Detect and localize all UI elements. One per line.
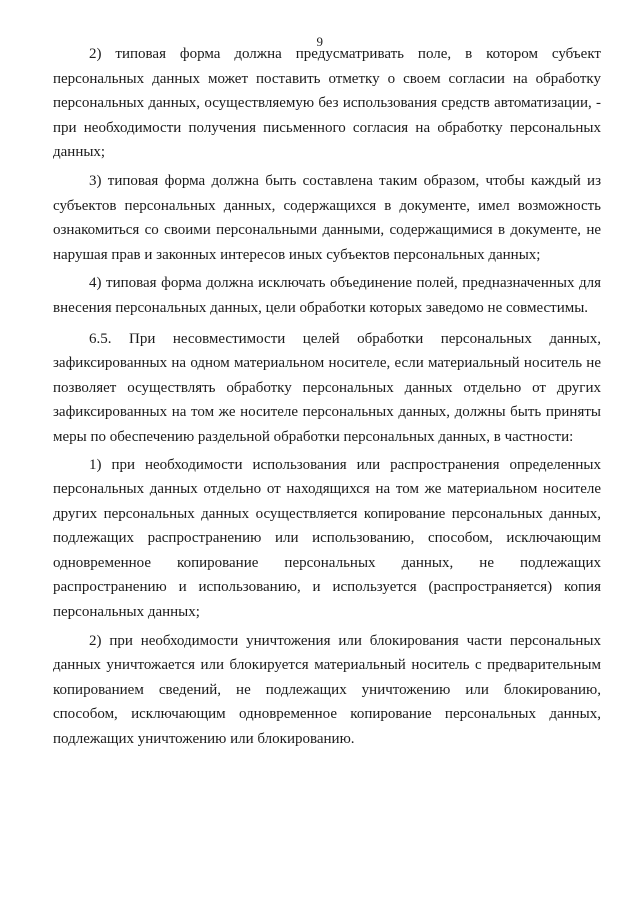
document-body (53, 38, 601, 752)
page-number: 9 (316, 34, 324, 49)
paragraph-subitem-2: 2) при необходимости уничтожения или блокирования части персональных данных уничтожается или блокируется материальный носитель с предварительным копированием сведений, не подлежащих уничтожению или блокированию, способом, исключающим одновременное копирование персональных данных, подлежащих уничтожению или блокированию. (53, 632, 601, 748)
paragraph-item-3: 3) типовая форма должна быть составлена таким образом, чтобы каждый из субъектов персональных данных, содержащихся в документе, имел возможность ознакомиться со своими персональными данными, содержащимися в документе, не нарушая прав и законных интересов иных субъектов персональных данных; (53, 172, 601, 263)
paragraph-subitem-1: 1) при необходимости использования или распространения определенных персональных данных отдельно от находящихся на том же материальном носителе других персональных данных осуществляется копирование персональных данных, подлежащих распространению или использованию, способом, исключающим одновременное копирование персональных данных, не подлежащих распространению и использованию, и используется (распространяется) копия персональных данных; (53, 456, 601, 621)
paragraph-section-6-5: 6.5. При несовместимости целей обработки персональных данных, зафиксированных на одном материальном носителе, если материальный носитель не позволяет осуществлять обработку персональных данных отдельно от других зафиксированных на том же носителе персональных данных, должны быть приняты меры по обеспечению раздельной обработки персональных данных, в частности: (53, 330, 601, 445)
paragraph-item-4: 4) типовая форма должна исключать объединение полей, предназначенных для внесения персональных данных, цели обработки которых заведомо не совместимы. (53, 275, 601, 316)
paragraph-item-2: 2) типовая форма должна предусматривать поле, в котором субъект персональных данных может поставить отметку о своем согласии на обработку персональных данных, осуществляемую без использования средств автоматизации, - при необходимости получения письменного согласия на обработку персональных данных; (53, 46, 601, 161)
